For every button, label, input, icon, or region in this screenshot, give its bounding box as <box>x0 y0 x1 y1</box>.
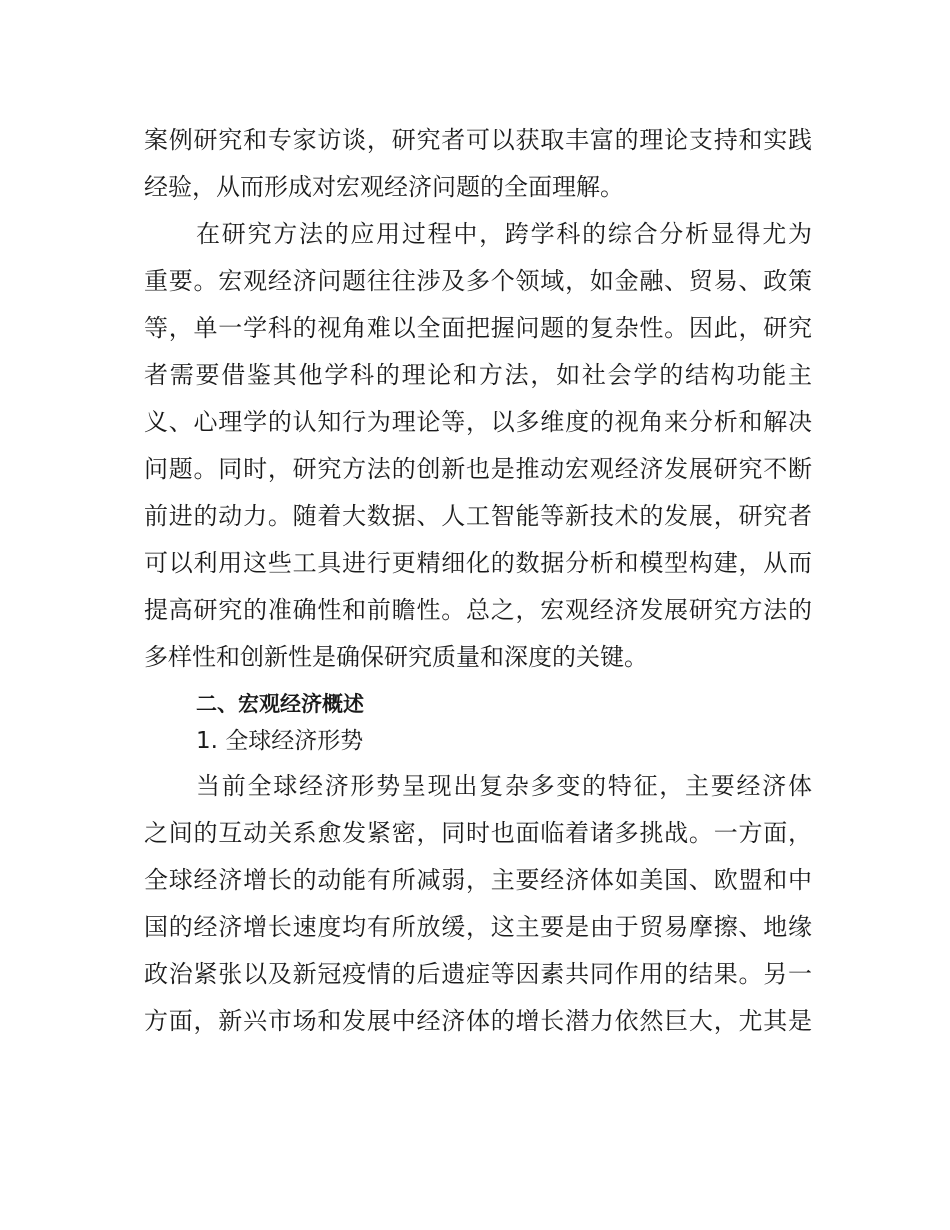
paragraph-line: 案例研究和专家访谈，研究者可以获取丰富的理论支持和实践 <box>144 126 812 154</box>
paragraph-line: 国的经济增长速度均有所放缓，这主要是由于贸易摩擦、地缘 <box>144 913 812 941</box>
paragraph-line: 当前全球经济形势呈现出复杂多变的特征，主要经济体 <box>196 772 812 800</box>
paragraph-line: 政治紧张以及新冠疫情的后遗症等因素共同作用的结果。另一 <box>144 960 812 988</box>
paragraph-line: 问题。同时，研究方法的创新也是推动宏观经济发展研究不断 <box>144 455 812 483</box>
paragraph-line: 全球经济增长的动能有所减弱，主要经济体如美国、欧盟和中 <box>144 866 812 894</box>
paragraph-line: 者需要借鉴其他学科的理论和方法，如社会学的结构功能主 <box>144 361 812 389</box>
section-heading: 二、宏观经济概述 <box>196 692 364 716</box>
paragraph-line: 经验，从而形成对宏观经济问题的全面理解。 <box>144 173 624 201</box>
paragraph-line: 在研究方法的应用过程中，跨学科的综合分析显得尤为 <box>196 220 812 248</box>
paragraph-line: 之间的互动关系愈发紧密，同时也面临着诸多挑战。一方面， <box>144 819 812 847</box>
paragraph-line: 多样性和创新性是确保研究质量和深度的关键。 <box>144 643 648 671</box>
paragraph-line: 前进的动力。随着大数据、人工智能等新技术的发展，研究者 <box>144 502 812 530</box>
paragraph-line: 可以利用这些工具进行更精细化的数据分析和模型构建，从而 <box>144 549 812 577</box>
paragraph-line: 等，单一学科的视角难以全面把握问题的复杂性。因此，研究 <box>144 314 812 342</box>
paragraph-line: 提高研究的准确性和前瞻性。总之，宏观经济发展研究方法的 <box>144 596 812 624</box>
subsection-heading: 1. 全球经济形势 <box>196 728 364 754</box>
paragraph-line: 重要。宏观经济问题往往涉及多个领域，如金融、贸易、政策 <box>144 267 812 295</box>
paragraph-line: 义、心理学的认知行为理论等，以多维度的视角来分析和解决 <box>144 408 812 436</box>
paragraph-line: 方面，新兴市场和发展中经济体的增长潜力依然巨大，尤其是 <box>144 1007 812 1035</box>
